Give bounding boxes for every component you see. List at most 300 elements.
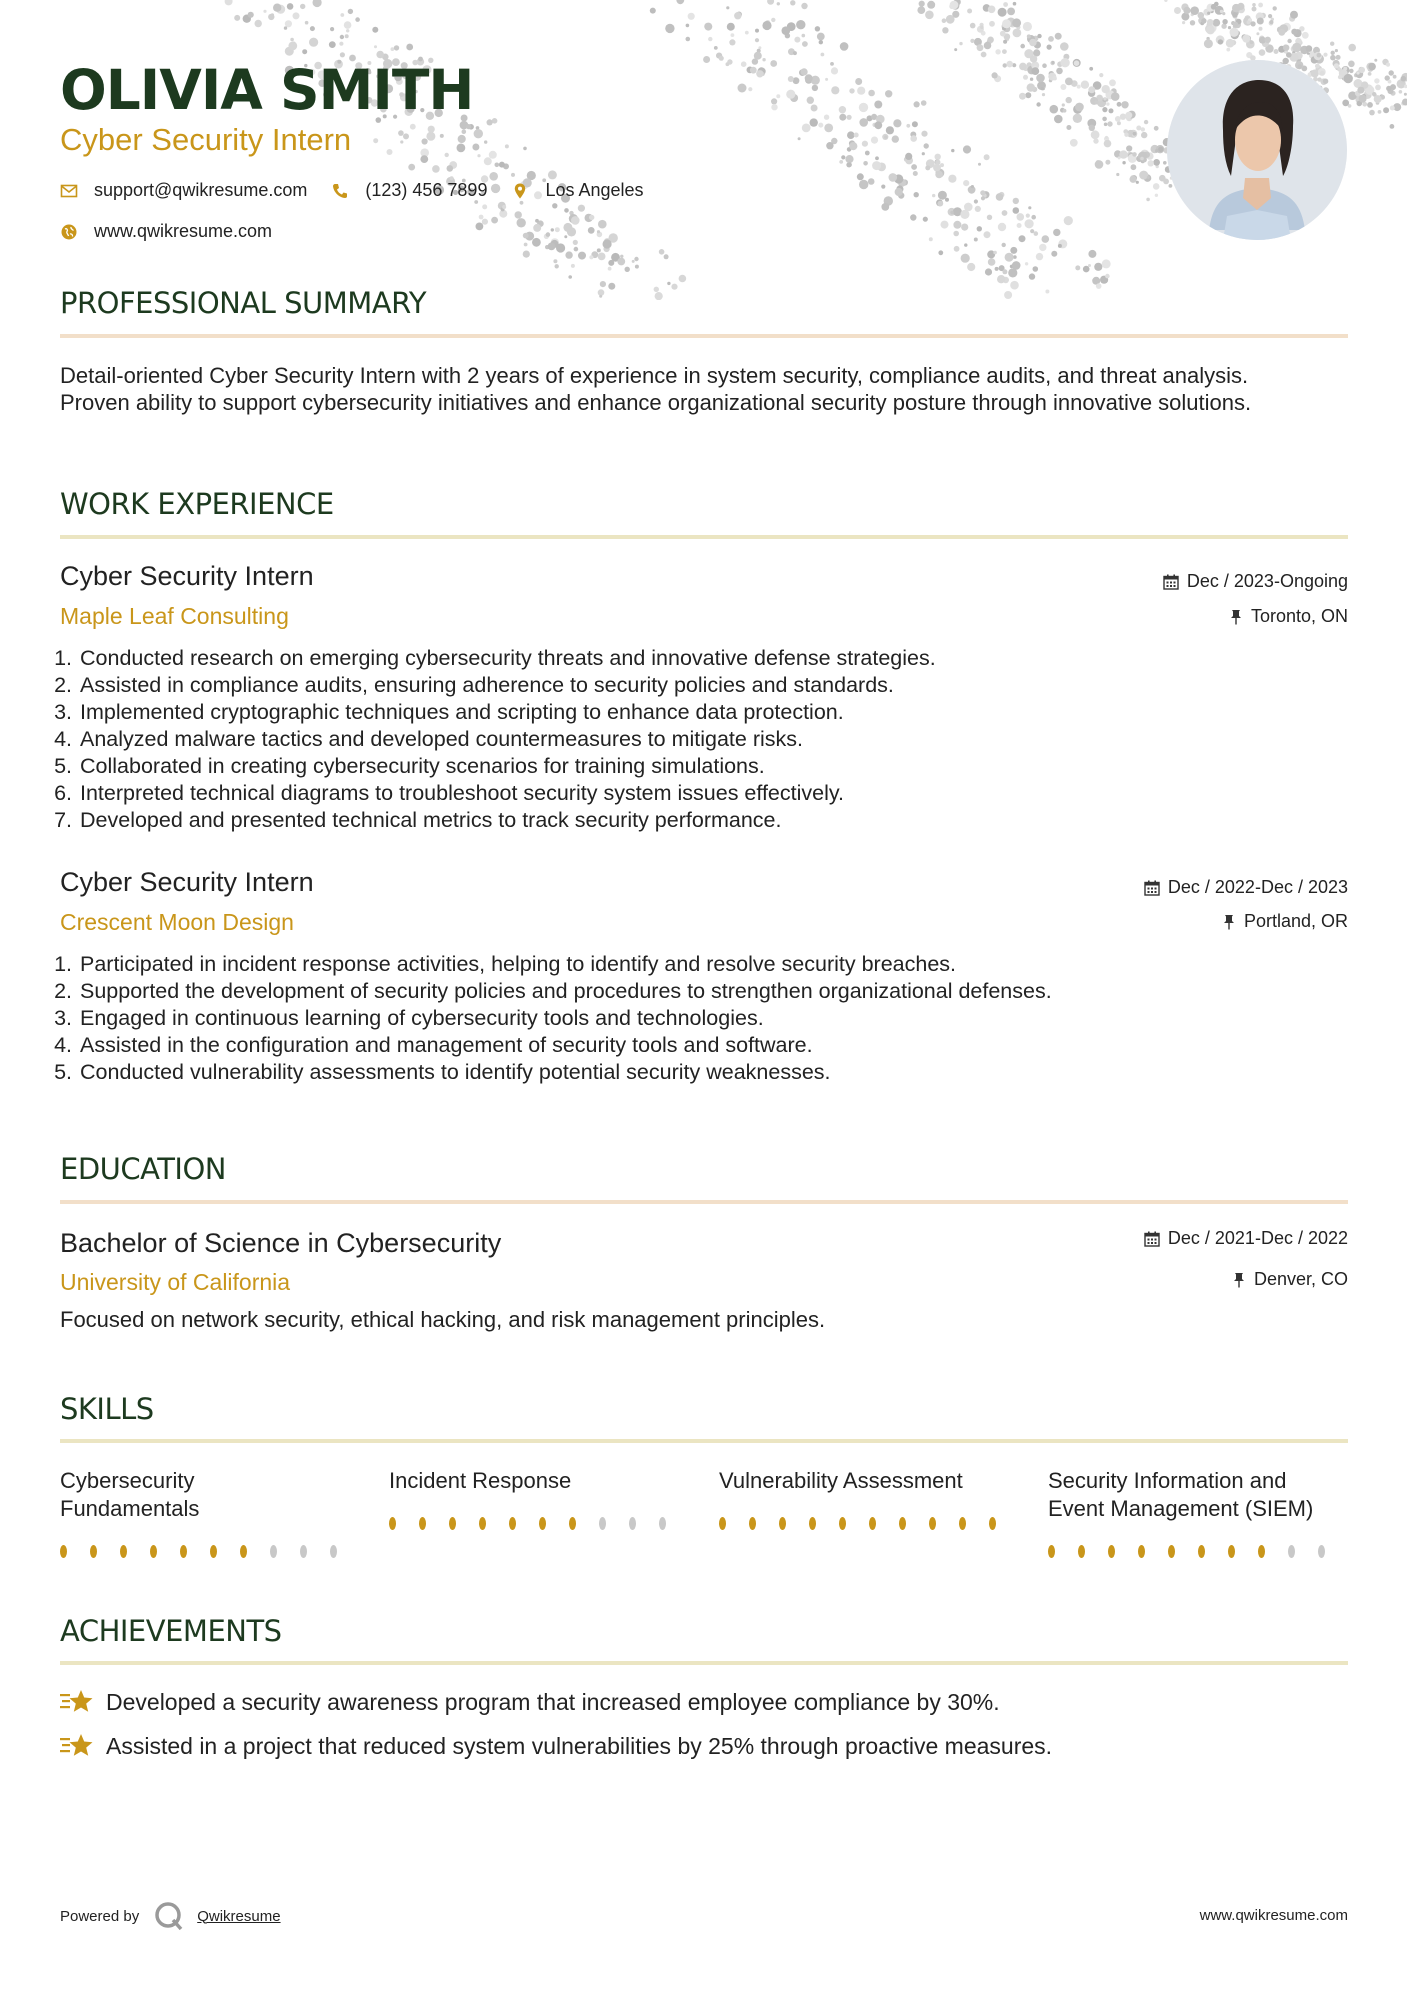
pattern-dot [263, 10, 266, 13]
skill-name: Security Information and Event Management (SIEM) [1048, 1468, 1314, 1521]
pattern-dot [1062, 103, 1065, 106]
pattern-dot [482, 219, 488, 225]
pattern-dot [1041, 87, 1045, 91]
rating-dot-empty [629, 1517, 636, 1530]
qwikresume-link[interactable]: Qwikresume [197, 1907, 281, 1925]
pattern-dot [1089, 125, 1095, 131]
pattern-dot [1367, 102, 1373, 108]
job-2-bullet: 5. Conducted vulnerability assessments to identify potential security weaknesses. [78, 1059, 1358, 1086]
pattern-dot [1139, 171, 1148, 180]
pattern-dot [741, 61, 747, 67]
pattern-dot [1095, 160, 1104, 169]
pattern-dot [1050, 105, 1059, 114]
pattern-dot [914, 192, 919, 197]
pattern-dot [1388, 80, 1392, 84]
pattern-dot [1025, 219, 1034, 228]
pattern-dot [426, 132, 435, 141]
pattern-dot [854, 133, 859, 138]
pattern-dot [1073, 114, 1082, 123]
job-2-location-text: Portland, OR [1243, 911, 1348, 931]
pattern-dot [1368, 63, 1376, 71]
pattern-dot [406, 44, 413, 51]
pattern-dot [458, 135, 466, 143]
pattern-dot [1383, 107, 1389, 113]
pattern-dot [1074, 60, 1080, 66]
pattern-dot [961, 254, 970, 263]
pattern-dot [847, 162, 852, 167]
pattern-dot [340, 52, 345, 57]
pattern-dot [568, 275, 572, 279]
pattern-dot [1269, 20, 1273, 24]
job-1-bullet: 5. Collaborated in creating cybersecurity scenarios for training simulations. [78, 753, 1358, 780]
contact-website[interactable] [60, 221, 272, 242]
pattern-dot [847, 115, 852, 120]
contact-row-primary [60, 180, 668, 201]
pattern-dot [859, 103, 868, 112]
pattern-dot [1122, 161, 1125, 164]
pattern-dot [796, 20, 805, 29]
map-pin-icon [511, 182, 529, 200]
pattern-dot [798, 137, 801, 140]
pattern-dot [821, 53, 825, 57]
pattern-dot [1064, 216, 1073, 225]
pattern-dot [535, 219, 539, 223]
star-achievement-icon [60, 1732, 94, 1760]
pattern-dot [1204, 39, 1213, 48]
pattern-dot [1088, 86, 1095, 93]
pattern-dot [940, 163, 944, 167]
pattern-dot [394, 45, 399, 50]
pattern-dot [1031, 215, 1036, 220]
experience-divider [60, 535, 1348, 539]
pattern-dot [1163, 161, 1167, 165]
skill-item [719, 1467, 1009, 1495]
pattern-dot [1336, 55, 1341, 60]
pattern-dot [1094, 263, 1102, 271]
pattern-dot [1393, 75, 1397, 79]
pattern-dot [810, 118, 818, 126]
pattern-dot [889, 173, 898, 182]
pattern-dot [523, 147, 527, 151]
achievement-item [60, 1688, 1000, 1716]
pattern-dot [935, 171, 943, 179]
pattern-dot [927, 1, 935, 9]
pattern-dot [608, 260, 614, 266]
pattern-dot [1290, 11, 1298, 19]
pattern-dot [477, 154, 480, 157]
job-2-date [1144, 877, 1348, 898]
pattern-dot [1404, 93, 1407, 96]
pattern-dot [372, 27, 378, 33]
pushpin-icon [1222, 914, 1236, 930]
pattern-dot [984, 154, 990, 160]
pattern-dot [1027, 34, 1031, 38]
pattern-dot [840, 42, 849, 51]
pattern-dot [811, 105, 818, 112]
job-1-title: Cyber Security Intern [60, 561, 314, 591]
candidate-name: OLIVIA SMITH [60, 58, 474, 122]
skill-name: Cybersecurity Fundamentals [60, 1468, 200, 1521]
pattern-dot [1019, 235, 1026, 242]
pattern-dot [1002, 269, 1007, 274]
job-1-bullet: 3. Implemented cryptographic techniques and scripting to enhance data protection. [78, 699, 1358, 726]
pattern-dot [941, 221, 949, 229]
pattern-dot [919, 1, 925, 7]
pattern-dot [339, 42, 343, 46]
pattern-dot [1292, 43, 1301, 52]
pattern-dot [1107, 121, 1112, 126]
education-divider [60, 1200, 1348, 1204]
pattern-dot [1390, 124, 1395, 129]
pattern-dot [302, 49, 307, 54]
pattern-dot [881, 203, 889, 211]
pattern-dot [872, 161, 881, 170]
pattern-dot [953, 231, 959, 237]
pattern-dot [556, 243, 565, 252]
pattern-dot [980, 25, 984, 29]
pattern-dot [340, 13, 344, 17]
pattern-dot [913, 171, 918, 176]
pattern-dot [1232, 12, 1237, 17]
pattern-dot [703, 56, 710, 63]
pattern-dot [1124, 133, 1128, 137]
education-degree: Bachelor of Science in Cybersecurity [60, 1228, 502, 1258]
rating-dot-empty [270, 1545, 277, 1558]
pattern-dot [1119, 150, 1127, 158]
rating-dot-empty [1288, 1545, 1295, 1558]
pattern-dot [1247, 20, 1251, 24]
pattern-dot [482, 204, 487, 209]
pattern-dot [440, 134, 444, 138]
pattern-dot [849, 142, 857, 150]
pattern-dot [922, 152, 925, 155]
rating-dot-filled [869, 1517, 876, 1530]
pattern-dot [553, 259, 557, 263]
pattern-dot [1222, 19, 1227, 24]
pattern-dot [963, 180, 969, 186]
footer-website[interactable]: www.qwikresume.com [1199, 1907, 1348, 1924]
pattern-dot [422, 138, 428, 144]
pattern-dot [564, 235, 567, 238]
pattern-dot [400, 140, 403, 143]
pattern-dot [1344, 74, 1353, 83]
pattern-dot [268, 14, 274, 20]
pattern-dot [1019, 93, 1026, 100]
pattern-dot [1051, 251, 1057, 257]
education-description: Focused on network security, ethical hacking, and risk management principles. [60, 1307, 826, 1332]
pattern-dot [1013, 207, 1020, 214]
pattern-dot [1102, 117, 1107, 122]
pattern-dot [771, 18, 775, 22]
pattern-dot [398, 130, 404, 136]
job-2-location [1222, 911, 1348, 932]
pattern-dot [981, 52, 987, 58]
pattern-dot [831, 86, 839, 94]
job-2-bullet: 3. Engaged in continuous learning of cybersecurity tools and technologies. [78, 1005, 1358, 1032]
pattern-dot [802, 41, 808, 47]
pattern-dot [1334, 63, 1339, 68]
pattern-dot [548, 170, 557, 179]
pattern-dot [1348, 44, 1356, 52]
pattern-dot [309, 38, 318, 47]
experience-heading: WORK EXPERIENCE [60, 487, 334, 521]
candidate-title: Cyber Security Intern [60, 122, 352, 157]
rating-dot-empty [599, 1517, 606, 1530]
pattern-dot [1003, 40, 1007, 44]
job-1-location-text: Toronto, ON [1250, 606, 1348, 626]
pattern-dot [1013, 198, 1019, 204]
pattern-dot [300, 4, 305, 9]
pattern-dot [1083, 266, 1090, 273]
pattern-dot [1250, 40, 1254, 44]
pattern-dot [771, 104, 777, 110]
pattern-dot [1320, 71, 1325, 76]
pattern-dot [1164, 0, 1167, 2]
pattern-dot [826, 142, 833, 149]
pattern-dot [756, 70, 763, 77]
pattern-dot [1000, 31, 1006, 37]
education-school: University of California [60, 1269, 291, 1295]
pattern-dot [1025, 92, 1031, 98]
pattern-dot [910, 214, 916, 220]
pattern-dot [776, 94, 780, 98]
pattern-dot [978, 163, 981, 166]
pattern-dot [1013, 2, 1017, 6]
pattern-dot [1206, 26, 1215, 35]
pattern-dot [1030, 55, 1037, 62]
pattern-dot [1342, 100, 1349, 107]
pattern-dot [961, 224, 968, 231]
pattern-dot [499, 162, 505, 168]
pattern-dot [1013, 29, 1022, 38]
pattern-dot [255, 20, 262, 27]
pattern-dot [1401, 76, 1407, 82]
pattern-dot [688, 13, 695, 20]
rating-dot-filled [240, 1545, 247, 1558]
pattern-dot [1399, 90, 1403, 94]
pattern-dot [970, 39, 974, 43]
pattern-dot [839, 160, 843, 164]
summary-heading: PROFESSIONAL SUMMARY [60, 286, 427, 320]
pattern-dot [938, 250, 943, 255]
pattern-dot [1019, 63, 1027, 71]
qwikresume-logo-icon [153, 1900, 185, 1932]
pattern-dot [1026, 214, 1030, 218]
pattern-dot [801, 68, 808, 75]
rating-dot-filled [419, 1517, 426, 1530]
pattern-dot [1220, 10, 1223, 13]
pattern-dot [447, 165, 454, 172]
pattern-dot [1349, 69, 1353, 73]
summary-text: Detail-oriented Cyber Security Intern with 2 years of experience in system security, compliance audits, and threat analysis. Proven ability to support cybersecurity initiatives and enhance organizational security posture through innovative solutions. [60, 363, 1252, 415]
pattern-dot [967, 263, 975, 271]
pattern-dot [977, 44, 984, 51]
pattern-dot [1274, 49, 1279, 54]
achievements-divider [60, 1661, 1348, 1665]
rating-dot-filled [839, 1517, 846, 1530]
rating-dot-filled [1078, 1545, 1085, 1558]
pattern-dot [1105, 274, 1110, 279]
pattern-dot [993, 251, 997, 255]
job-2-date-text: Dec / 2022-Dec / 2023 [1167, 877, 1348, 897]
pattern-dot [1002, 49, 1007, 54]
pattern-dot [665, 24, 674, 33]
rating-dot-filled [809, 1517, 816, 1530]
pattern-dot [608, 283, 615, 290]
pattern-dot [802, 34, 806, 38]
pattern-dot [1065, 78, 1073, 86]
pattern-dot [1144, 120, 1148, 124]
pattern-dot [1218, 39, 1223, 44]
pattern-dot [1007, 7, 1015, 15]
pattern-dot [1256, 32, 1259, 35]
pattern-dot [950, 1, 959, 10]
pattern-dot [755, 38, 759, 42]
contact-phone[interactable] [331, 180, 487, 201]
pattern-dot [1093, 138, 1098, 143]
pattern-dot [1302, 32, 1309, 39]
education-date-text: Dec / 2021-Dec / 2022 [1167, 1228, 1348, 1248]
pattern-dot [859, 180, 868, 189]
pattern-dot [1291, 29, 1297, 35]
pattern-dot [1297, 64, 1301, 68]
pushpin-icon [1232, 1272, 1246, 1288]
pattern-dot [578, 205, 585, 212]
pattern-dot [946, 15, 955, 24]
pattern-dot [1155, 149, 1159, 153]
pattern-dot [1348, 61, 1355, 68]
pattern-dot [589, 215, 594, 220]
pattern-dot [998, 223, 1006, 231]
pattern-dot [929, 237, 933, 241]
job-2-bullets [54, 951, 1358, 1086]
location-text: Los Angeles [545, 180, 644, 200]
pattern-dot [1317, 77, 1321, 81]
pattern-dot [462, 129, 467, 134]
pattern-dot [1010, 247, 1017, 254]
pattern-dot [608, 267, 612, 271]
rating-dot-filled [1048, 1545, 1055, 1558]
pattern-dot [871, 137, 878, 144]
pattern-dot [1005, 253, 1014, 262]
pattern-dot [933, 164, 941, 172]
pattern-dot [305, 21, 309, 25]
pattern-dot [1378, 110, 1382, 114]
skill-item [1048, 1467, 1338, 1523]
pattern-dot [1372, 92, 1376, 96]
pattern-dot [996, 193, 1004, 201]
pattern-dot [479, 215, 484, 220]
rating-dot-filled [569, 1517, 576, 1530]
pattern-dot [1369, 110, 1375, 116]
pattern-dot [892, 135, 899, 142]
pattern-dot [1330, 55, 1336, 61]
pattern-dot [819, 40, 823, 44]
pattern-dot [1278, 29, 1285, 36]
pattern-dot [1226, 39, 1235, 48]
rating-dot-empty [330, 1545, 337, 1558]
pattern-dot [767, 0, 774, 5]
pattern-dot [754, 52, 762, 60]
pattern-dot [802, 124, 811, 133]
pattern-dot [1374, 59, 1377, 62]
pattern-dot [248, 12, 254, 18]
rating-dot-filled [539, 1517, 546, 1530]
pattern-dot [805, 74, 813, 82]
pattern-dot [938, 191, 947, 200]
pattern-dot [731, 33, 735, 37]
pattern-dot [1273, 6, 1277, 10]
pattern-dot [812, 85, 818, 91]
pattern-dot [935, 154, 941, 160]
pattern-dot [1013, 255, 1017, 259]
pattern-dot [293, 12, 300, 19]
contact-email[interactable] [60, 180, 307, 201]
pattern-dot [1036, 253, 1043, 260]
pattern-dot [967, 9, 972, 14]
rating-dot-filled [719, 1517, 726, 1530]
pattern-dot [1033, 266, 1039, 272]
rating-dot-filled [1258, 1545, 1265, 1558]
pattern-dot [1006, 61, 1013, 68]
pattern-dot [1338, 75, 1342, 79]
pattern-dot [1133, 132, 1137, 136]
pattern-dot [1060, 84, 1066, 90]
rating-dot-filled [60, 1545, 67, 1558]
pattern-dot [489, 151, 497, 159]
pattern-dot [329, 41, 336, 48]
pattern-dot [954, 48, 957, 51]
pattern-dot [1036, 74, 1045, 83]
pattern-dot [1034, 231, 1039, 236]
pattern-dot [1120, 114, 1126, 120]
pattern-dot [910, 135, 917, 142]
pattern-dot [1096, 283, 1102, 289]
pattern-dot [786, 90, 795, 99]
pattern-dot [1045, 290, 1049, 294]
pattern-dot [912, 121, 918, 127]
pattern-dot [815, 26, 820, 31]
rating-dot-filled [180, 1545, 187, 1558]
pattern-dot [793, 51, 797, 55]
pattern-dot [1052, 61, 1055, 64]
pattern-dot [868, 178, 875, 185]
pattern-dot [1131, 164, 1137, 170]
pattern-dot [845, 155, 853, 163]
rating-dot-empty [1318, 1545, 1325, 1558]
pattern-dot [654, 287, 659, 292]
pattern-dot [330, 27, 334, 31]
pattern-dot [745, 31, 749, 35]
pattern-dot [989, 21, 995, 27]
pattern-dot [1066, 97, 1072, 103]
pattern-dot [895, 188, 903, 196]
job-1-location [1229, 606, 1348, 627]
education-location [1232, 1269, 1348, 1290]
pattern-dot [862, 141, 868, 147]
pattern-dot [625, 267, 630, 272]
pattern-dot [617, 258, 625, 266]
pattern-dot [1091, 130, 1100, 139]
pattern-dot [1017, 213, 1025, 221]
pattern-dot [875, 156, 879, 160]
pattern-dot [391, 47, 395, 51]
pattern-dot [911, 164, 917, 170]
rating-dot-filled [449, 1517, 456, 1530]
pattern-dot [476, 223, 484, 231]
pattern-dot [432, 165, 440, 173]
skill-name: Vulnerability Assessment [719, 1468, 963, 1493]
